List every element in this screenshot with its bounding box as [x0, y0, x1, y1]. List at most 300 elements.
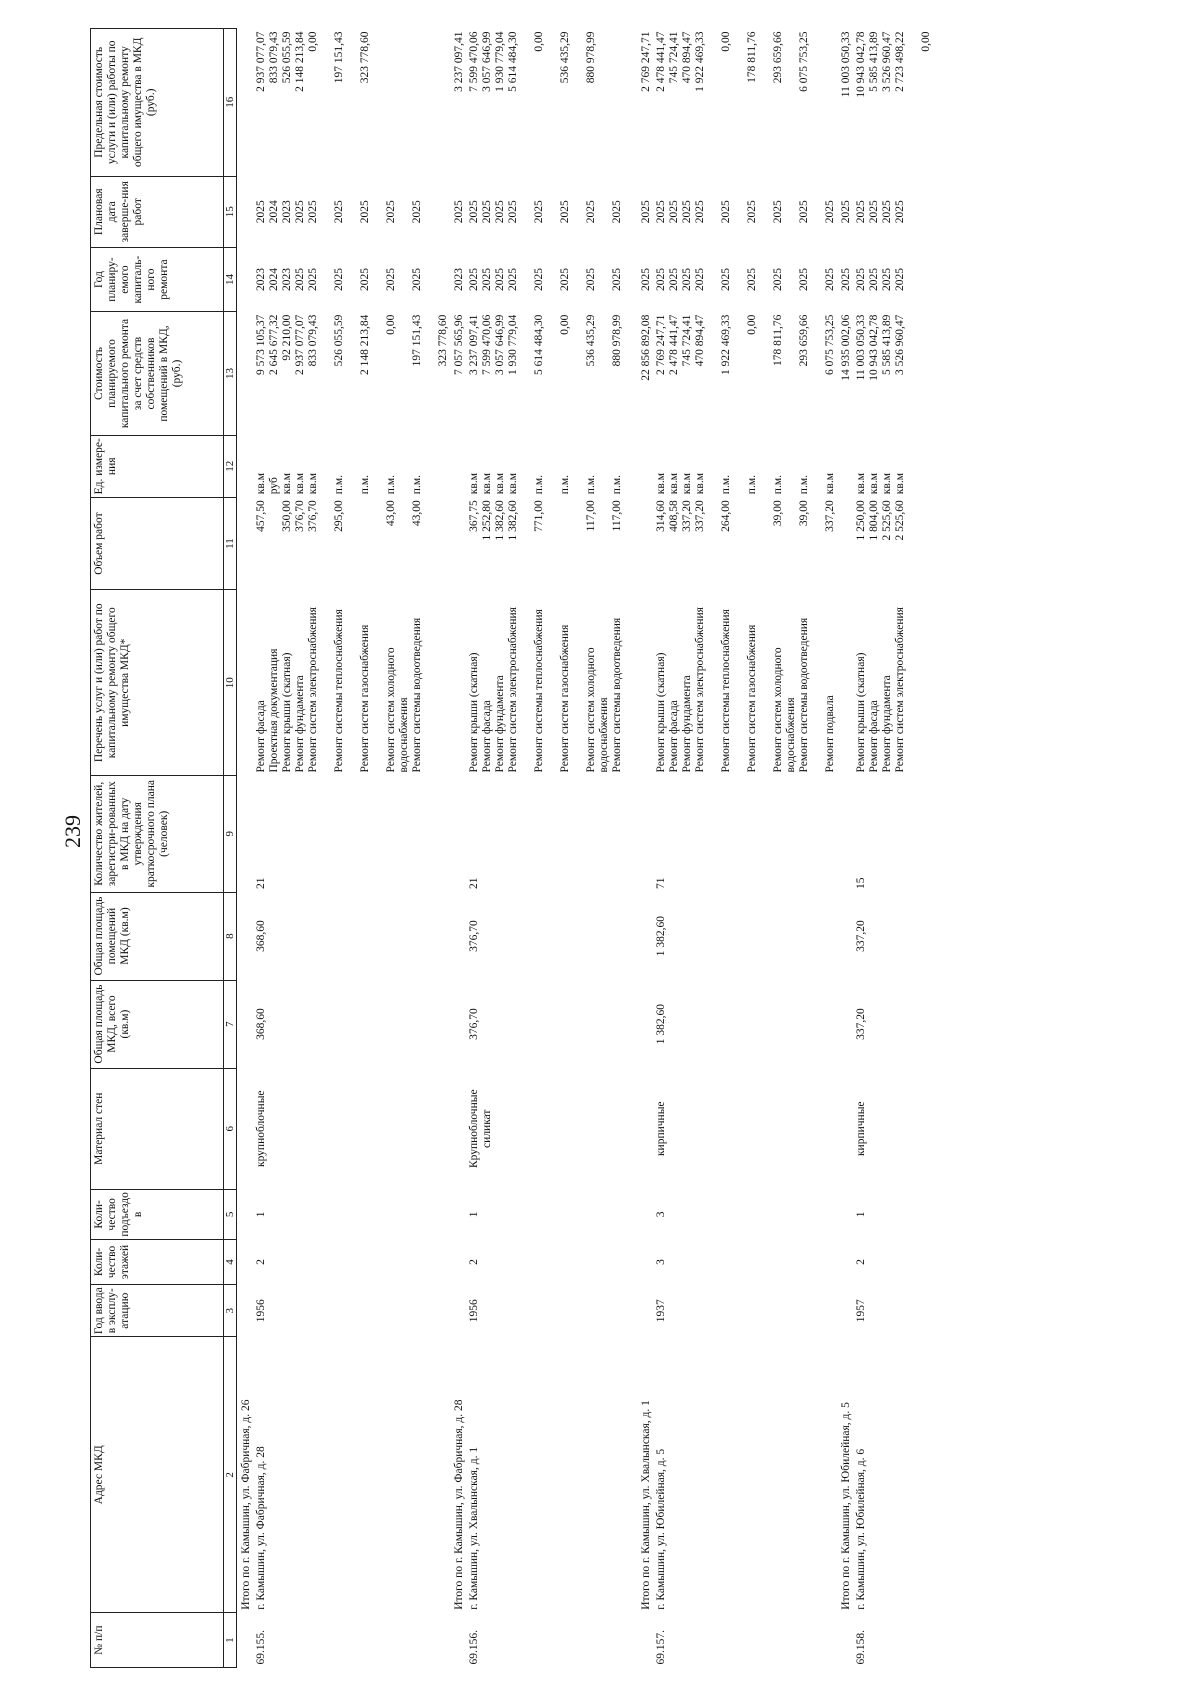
work-cost: 178 811,76: [772, 314, 784, 366]
cell-empty: [237, 1285, 254, 1337]
work-name: Ремонт фасада: [868, 700, 880, 773]
works-plan-column: [853, 247, 933, 311]
work-plan: 2024: [268, 268, 280, 292]
work-end: 2025: [533, 200, 545, 224]
work-plan: 2025: [694, 268, 706, 292]
work-cost: 0,00: [559, 314, 571, 335]
work-end: 2023: [281, 200, 293, 224]
work-name: Ремонт систем газоснабжения: [746, 624, 758, 773]
column-number: 7: [224, 980, 237, 1068]
column-header: Количество жителей, зарегистри-рованных в МКД на дату утверждения краткосрочного плана (человек): [91, 776, 224, 893]
cell-empty: [837, 1239, 853, 1284]
works-cost-column: [853, 312, 933, 436]
cell-empty: [450, 980, 466, 1068]
work-name: Ремонт системы теплоснабжения: [720, 609, 732, 773]
work-limit: 0,00: [720, 31, 732, 52]
work-end: 2025: [772, 200, 784, 224]
column-number: 4: [224, 1239, 237, 1284]
work-cost-extra: 323 778,60: [437, 314, 449, 367]
work-cost: 10 943 042,78: [868, 314, 880, 381]
work-plan: 2025: [333, 268, 345, 292]
work-name: Ремонт крыши (скатная): [855, 652, 867, 773]
work-vol: 1 250,00: [855, 500, 867, 541]
work-vol: 376,70: [307, 500, 319, 532]
total-row: [237, 29, 254, 1668]
work-vol: 408,58: [668, 500, 680, 532]
work-name: Ремонт систем электроснабжения: [694, 607, 706, 773]
work-vol: 43,00: [411, 500, 423, 527]
total-row: [450, 29, 466, 1668]
work-plan: 2025: [824, 268, 836, 292]
work-cost: 3 526 960,47: [894, 314, 906, 376]
work-limit: 5 585 413,89: [868, 31, 880, 92]
work-cost: [920, 315, 933, 433]
work-plan: 2023: [281, 268, 293, 292]
work-end: 2025: [855, 200, 867, 224]
work-limit: 0,00: [920, 31, 932, 52]
work-limit: 178 811,76: [746, 31, 758, 83]
capital-repair-table: [90, 28, 933, 1668]
cell-empty: [450, 1189, 466, 1239]
work-name: Ремонт систем холодного водоснабжения: [772, 647, 797, 773]
work-plan: 2025: [855, 268, 867, 292]
work-name: Ремонт подвала: [824, 695, 836, 773]
work-cost: 2 645 677,32: [268, 314, 280, 376]
works-end-column: [853, 176, 933, 247]
works-name-column: [466, 590, 637, 776]
cell-empty: [837, 1285, 853, 1337]
cell-empty: [637, 980, 653, 1068]
cell-empty: [637, 776, 653, 893]
work-plan: 2025: [720, 268, 732, 292]
residents: 15: [855, 877, 867, 890]
table-header-row: [91, 29, 224, 1668]
work-plan: 2025: [668, 268, 680, 292]
work-unit: кв.м: [307, 473, 319, 495]
work-end: 2025: [746, 200, 758, 224]
object-address: г. Камышин, ул. Юбилейная, д. 5: [655, 1448, 667, 1610]
work-vol: 457,50: [255, 500, 267, 532]
cell-empty: [237, 590, 254, 776]
work-name: Ремонт крыши (скатная): [468, 652, 480, 773]
work-end: 2024: [268, 200, 280, 224]
cell-empty: [237, 776, 254, 893]
work-end: 2025: [255, 200, 267, 224]
cell-empty: [837, 1068, 853, 1189]
work-plan: 2025: [507, 268, 519, 292]
cell-empty: [837, 776, 853, 893]
work-end: 2025: [385, 200, 397, 224]
work-vol: 771,00: [533, 500, 545, 532]
work-name: Ремонт системы теплоснабжения: [533, 609, 545, 773]
work-unit: п.м.: [411, 475, 423, 495]
work-vol: 1 382,60: [494, 500, 506, 541]
work-unit: п.м.: [385, 475, 397, 495]
work-unit: кв.м: [294, 473, 306, 495]
wall-material: крупноблочные: [255, 1090, 267, 1167]
work-vol: 117,00: [611, 500, 623, 532]
work-name: Ремонт систем холодного водоснабжения: [385, 647, 410, 773]
total-plan-year: 2023: [453, 268, 465, 292]
object-row: [853, 29, 933, 1668]
cell-empty: [637, 1068, 653, 1189]
works-plan-column: [253, 247, 450, 311]
work-limit: [385, 32, 411, 174]
work-unit: п.м.: [772, 475, 784, 495]
work-limit: 2 937 077,07: [255, 31, 267, 92]
cell-empty: [237, 1068, 254, 1189]
page-number: 239: [60, 815, 85, 848]
year-built: 1956: [468, 1299, 480, 1323]
work-end: 2025: [881, 200, 893, 224]
work-vol: 367,75: [468, 500, 480, 532]
work-name: Ремонт крыши (скатная): [655, 652, 667, 773]
works-name-column: [253, 590, 450, 776]
cell-empty: [450, 590, 466, 776]
cell-empty: [450, 435, 466, 497]
work-end: 2025: [294, 200, 306, 224]
works-name-column: [653, 590, 837, 776]
column-header: Перечень услуг и (или) работ по капитальному ремонту общего имущества МКД*: [91, 590, 224, 776]
cell-empty: [237, 435, 254, 497]
cell-empty: [450, 776, 466, 893]
work-unit: п.м.: [333, 475, 345, 495]
work-cost: 0,00: [746, 314, 758, 335]
work-end: 2025: [655, 200, 667, 224]
object-row: [466, 29, 637, 1668]
column-number: 15: [224, 176, 237, 247]
work-cost: 3 057 646,99: [494, 314, 506, 376]
work-unit: п.м.: [559, 475, 571, 495]
cell-empty: [637, 590, 653, 776]
total-end-year: 2025: [840, 200, 852, 224]
object-row: [653, 29, 837, 1668]
work-name: [920, 593, 933, 773]
works-unit-column: [853, 435, 933, 497]
year-built: 1957: [855, 1299, 867, 1323]
total-limit: [237, 29, 254, 177]
work-cost: 833 079,43: [307, 314, 319, 367]
area-total: 1 382,60: [655, 1003, 667, 1045]
works-end-column: [253, 176, 450, 247]
work-limit: 2 478 441,47: [655, 31, 667, 92]
work-name: Ремонт системы водоотведения: [798, 617, 810, 773]
work-unit: кв.м: [681, 473, 693, 495]
residents: 21: [255, 877, 267, 890]
column-number: 16: [224, 29, 237, 177]
floors: 2: [855, 1259, 867, 1265]
work-cost: 1 930 779,04: [507, 314, 519, 376]
cell-empty: [237, 497, 254, 590]
cell-empty: [450, 1068, 466, 1189]
work-vol: 1 252,80: [481, 500, 493, 541]
work-unit: кв.м: [694, 473, 706, 495]
works-plan-column: [466, 247, 637, 311]
object-number: 69.156.: [468, 1630, 480, 1665]
entrances: 1: [468, 1211, 480, 1218]
cell-empty: [637, 497, 653, 590]
works-unit-column: [466, 435, 637, 497]
works-unit-column: [253, 435, 450, 497]
area-total: 368,60: [255, 1008, 267, 1040]
work-vol: 1 382,60: [507, 500, 519, 541]
work-limit: 2 723 498,22: [894, 31, 906, 92]
column-header: Год ввода в эксплу-атацию: [91, 1285, 224, 1337]
total-cost: 7 057 565,96: [453, 314, 465, 376]
cell-empty: [450, 497, 466, 590]
work-name: Ремонт фасада: [255, 700, 267, 773]
work-name: Ремонт систем электроснабжения: [507, 607, 519, 773]
work-name: Ремонт систем электроснабжения: [894, 607, 906, 773]
work-end: 2025: [481, 200, 493, 224]
work-vol: 376,70: [294, 500, 306, 532]
work-end: 2025: [720, 200, 732, 224]
work-end: 2025: [798, 200, 810, 224]
total-row: [837, 29, 853, 1668]
work-plan: 2025: [559, 268, 571, 292]
work-cost: 2 769 247,71: [655, 314, 667, 376]
work-cost: 2 478 441,47: [668, 314, 680, 376]
work-name: Ремонт фундамента: [494, 675, 506, 773]
cell-empty: [450, 1613, 466, 1668]
area-total: 376,70: [468, 1008, 480, 1040]
cell-empty: [837, 1189, 853, 1239]
cell-empty: [237, 980, 254, 1068]
cell-empty: [837, 435, 853, 497]
work-unit: кв.м: [655, 473, 667, 495]
works-plan-column: [653, 247, 837, 311]
work-unit: п.м.: [533, 475, 545, 495]
work-unit: п.м.: [746, 475, 758, 495]
column-header: Адрес МКД: [91, 1337, 224, 1613]
work-vol: [920, 500, 933, 587]
column-header: Ед. измере-ния: [91, 435, 224, 497]
column-number: 12: [224, 435, 237, 497]
column-number: 6: [224, 1068, 237, 1189]
work-plan: 2025: [481, 268, 493, 292]
total-limit: 11 003 050,33: [840, 31, 852, 98]
column-header: Предельная стоимость услуги и (или) работы по капитальному ремонту общего имущества в МКД (руб.): [91, 29, 224, 177]
work-vol: 43,00: [385, 500, 397, 527]
work-name: Проектная документация: [268, 648, 280, 773]
column-number: 3: [224, 1285, 237, 1337]
year-built: 1937: [655, 1299, 667, 1323]
work-vol: [268, 500, 281, 587]
column-header: Коли-чество подъездо в: [91, 1189, 224, 1239]
work-end: 2025: [559, 200, 571, 224]
work-end: 2025: [868, 200, 880, 224]
total-end-year: 2025: [640, 200, 652, 224]
work-end: 2025: [611, 200, 623, 224]
work-end: 2025: [494, 200, 506, 224]
work-cost: 2 148 213,84: [359, 314, 371, 376]
work-limit: 1 930 779,04: [494, 31, 506, 92]
work-cost: 5 614 484,30: [533, 314, 545, 376]
works-limit-column: [466, 29, 637, 177]
total-row: [637, 29, 653, 1668]
work-limit: 7 599 470,06: [468, 31, 480, 92]
wall-material: Крупноблочные силикат: [468, 1089, 493, 1169]
work-vol: 39,00: [798, 500, 810, 527]
work-unit: кв.м: [881, 473, 893, 495]
work-plan: 2025: [611, 268, 623, 292]
total-address: Итого по г. Камышин, ул. Юбилейная, д. 5: [840, 1402, 852, 1610]
works-limit-column: [853, 29, 933, 177]
work-limit: [824, 32, 837, 174]
work-plan: 2025: [894, 268, 906, 292]
work-unit: кв.м: [281, 473, 293, 495]
works-vol-column: [253, 497, 450, 590]
work-unit: п.м.: [585, 475, 597, 495]
column-number: 8: [224, 892, 237, 980]
work-plan: 2025: [655, 268, 667, 292]
works-cost-column: [653, 312, 837, 436]
work-vol: 337,20: [681, 500, 693, 532]
work-limit: 0,00: [307, 31, 319, 52]
work-limit: 293 659,66: [772, 31, 784, 84]
work-name: Ремонт систем газоснабжения: [559, 624, 571, 773]
entrances: 1: [255, 1211, 267, 1218]
work-cost: 745 724,41: [681, 314, 693, 367]
work-unit: п.м.: [359, 475, 371, 495]
column-number: 11: [224, 497, 237, 590]
work-end: 2025: [307, 200, 319, 224]
work-end: [920, 179, 933, 244]
object-address: г. Камышин, ул. Юбилейная, д. 6: [855, 1448, 867, 1610]
works-end-column: [466, 176, 637, 247]
floors: 2: [468, 1259, 480, 1265]
work-plan: 2025: [494, 268, 506, 292]
work-vol: 264,00: [720, 500, 732, 532]
work-unit: руб: [268, 477, 280, 495]
cell-empty: [237, 892, 254, 980]
work-unit: кв.м: [868, 473, 880, 495]
object-number: 69.158.: [855, 1630, 867, 1665]
column-header: Стоимость планируемого капитального ремонта за счет средств собственников помещений в МКД, (руб.): [91, 312, 224, 436]
work-unit: кв.м: [668, 473, 680, 495]
work-end: 2025: [359, 200, 371, 224]
work-cost: 6 075 753,25: [824, 314, 836, 376]
residents: 21: [468, 877, 480, 890]
work-cost: 0,00: [385, 314, 397, 335]
work-end: 2025: [824, 200, 836, 224]
work-cost: 197 151,43: [411, 314, 423, 367]
work-limit: 1 922 469,33: [694, 31, 706, 92]
cell-empty: [637, 435, 653, 497]
work-limit: 526 055,59: [281, 31, 293, 84]
total-end-year: [237, 176, 254, 247]
cell-empty: [837, 497, 853, 590]
work-vol: [746, 500, 772, 587]
work-end: 2025: [894, 200, 906, 224]
work-end: 2025: [681, 200, 693, 224]
work-unit: кв.м: [481, 473, 493, 495]
work-limit: 10 943 042,78: [855, 31, 867, 98]
works-limit-column: [253, 29, 450, 177]
work-limit: 880 978,99: [585, 31, 597, 84]
work-plan: 2025: [881, 268, 893, 292]
total-plan-year: 2025: [840, 268, 852, 292]
works-vol-column: [466, 497, 637, 590]
work-limit: 3 057 646,99: [481, 31, 493, 92]
work-end: 2025: [694, 200, 706, 224]
work-name: Ремонт систем газоснабжения: [359, 624, 371, 773]
work-name: Ремонт системы теплоснабжения: [333, 609, 345, 773]
work-vol: [359, 500, 385, 587]
works-cost-column: [466, 312, 637, 436]
work-cost: 1 922 469,33: [720, 314, 732, 376]
works-end-column: [653, 176, 837, 247]
work-limit: 0,00: [533, 31, 545, 52]
works-vol-column: [853, 497, 933, 590]
work-vol: 2 525,60: [894, 500, 906, 541]
work-name: Ремонт крыши (скатная): [281, 652, 293, 773]
work-limit: 323 778,60: [359, 31, 371, 84]
work-unit: кв.м: [507, 473, 519, 495]
area-rooms: 368,60: [255, 920, 267, 952]
object-address: г. Камышин, ул. Хвалынская, д. 1: [468, 1446, 480, 1610]
total-end-year: 2025: [453, 200, 465, 224]
cell-empty: [837, 590, 853, 776]
work-limit: [611, 32, 637, 174]
cell-empty: [637, 1239, 653, 1284]
work-cost: 5 585 413,89: [881, 314, 893, 376]
cell-empty: [637, 1189, 653, 1239]
work-unit: кв.м: [494, 473, 506, 495]
work-cost: 880 978,99: [611, 314, 623, 367]
work-plan: 2025: [359, 268, 371, 292]
cell-empty: [450, 1239, 466, 1284]
work-unit: кв.м: [255, 473, 267, 495]
work-name: Ремонт системы водоотведения: [611, 617, 623, 773]
work-limit: 5 614 484,30: [507, 31, 519, 92]
area-rooms: 337,20: [855, 920, 867, 952]
work-vol: 295,00: [333, 500, 345, 532]
work-plan: 2023: [255, 268, 267, 292]
work-plan: 2025: [746, 268, 758, 292]
work-cost: 536 435,29: [585, 314, 597, 367]
area-rooms: 1 382,60: [655, 915, 667, 957]
cell-empty: [637, 1285, 653, 1337]
work-end: 2025: [411, 200, 423, 224]
cell-empty: [237, 1239, 254, 1284]
work-unit: [920, 438, 933, 494]
cell-empty: [837, 980, 853, 1068]
total-cost: [237, 312, 254, 436]
work-cost: 7 599 470,06: [481, 314, 493, 376]
work-plan: 2025: [411, 268, 423, 292]
work-end: 2025: [507, 200, 519, 224]
work-plan: 2025: [772, 268, 784, 292]
cell-empty: [837, 1613, 853, 1668]
total-plan-year: [237, 247, 254, 311]
work-end: 2025: [468, 200, 480, 224]
column-number: 10: [224, 590, 237, 776]
entrances: 3: [655, 1211, 667, 1218]
work-limit: [411, 32, 437, 174]
work-vol: 2 525,60: [881, 500, 893, 541]
work-cost: 526 055,59: [333, 314, 345, 367]
floors: 3: [655, 1259, 667, 1265]
work-limit: 536 435,29: [559, 31, 571, 84]
work-cost: 92 210,00: [281, 314, 293, 361]
residents: 71: [655, 877, 667, 890]
total-plan-year: 2025: [640, 268, 652, 292]
total-cost: 22 856 892,08: [640, 314, 652, 381]
work-cost: 470 894,47: [694, 314, 706, 367]
work-unit: п.м.: [798, 475, 810, 495]
work-unit: п.м.: [611, 475, 623, 495]
